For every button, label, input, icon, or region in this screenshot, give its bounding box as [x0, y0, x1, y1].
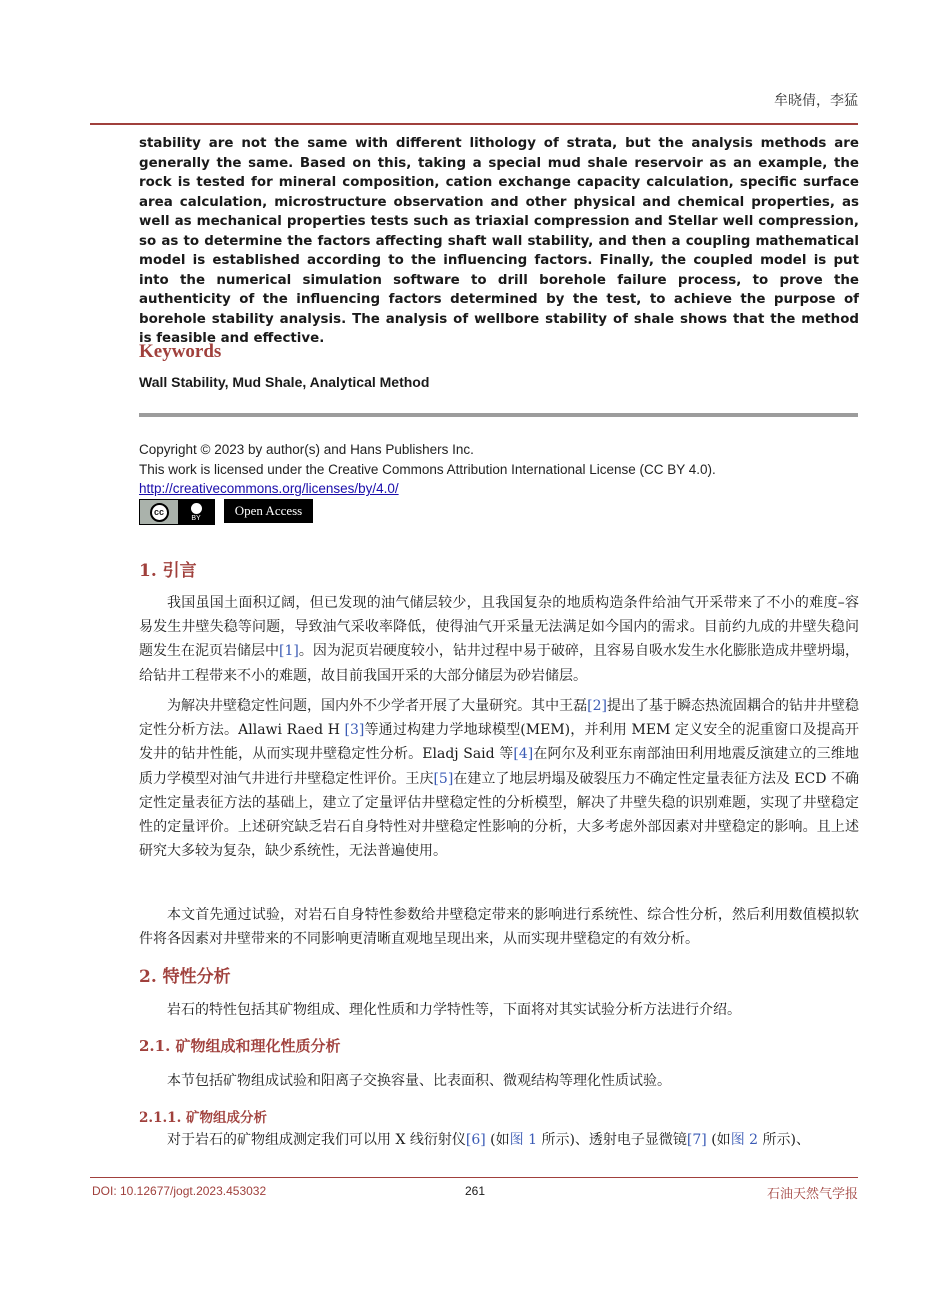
header-authors: 牟晓倩，李猛 — [774, 93, 858, 109]
keywords-heading: Keywords — [139, 341, 222, 362]
header-divider — [90, 123, 858, 125]
section-2-1-heading: 2.1. 矿物组成和理化性质分析 — [139, 1037, 341, 1055]
text-run: (如 — [706, 1132, 731, 1148]
text-run: 所示)、 — [758, 1132, 810, 1148]
keywords-divider — [139, 413, 858, 417]
section-2-1-1-paragraph — [139, 1128, 859, 1152]
citation-link[interactable]: [1] — [279, 643, 299, 660]
citation-link[interactable]: [2] — [587, 698, 607, 714]
citation-link[interactable]: [3] — [344, 722, 365, 739]
text-run: 为解决井壁稳定性问题，国内外不少学者开展了大量研究。其中王磊 — [167, 698, 588, 714]
figure-link[interactable]: 图 1 — [509, 1132, 537, 1148]
section-2-1-paragraph: 本节包括矿物组成试验和阳离子交换容量、比表面积、微观结构等理化性质试验。 — [167, 1073, 671, 1089]
citation-link[interactable]: [4] — [513, 746, 534, 763]
section-1-paragraph-2 — [139, 694, 859, 863]
keywords-text: Wall Stability, Mud Shale, Analytical Method — [139, 374, 430, 390]
text-run: (如 — [485, 1132, 510, 1148]
citation-link[interactable]: [6] — [465, 1132, 486, 1148]
cc-circle-icon: cc — [150, 503, 169, 522]
text-run: 所示)、透射电子显微镜 — [537, 1132, 687, 1148]
footer-doi: DOI: 10.12677/jogt.2023.453032 — [92, 1184, 267, 1198]
license-link[interactable]: http://creativecommons.org/licenses/by/4.0/ — [139, 481, 399, 496]
license-line: This work is licensed under the Creative Commons Attribution International License (CC BY 4.0). — [139, 461, 716, 477]
section-2-heading: 2. 特性分析 — [139, 967, 231, 987]
by-label: BY — [191, 514, 201, 522]
footer-divider — [90, 1177, 858, 1178]
section-2-paragraph-1: 岩石的特性包括其矿物组成、理化性质和力学特性等，下面将对其实试验分析方法进行介绍。 — [167, 1002, 741, 1018]
text-run: 在阿尔及利亚东南部油田利用地震反演建立的三维地质力学模型对油气井进行井壁稳定性评价。王庆 — [139, 746, 859, 787]
cc-by-badge[interactable] — [139, 499, 215, 525]
text-run: 等通过构建力学地球模型(MEM)，并利用 MEM 定义安全的泥重窗口及提高开发井的钻井性能，从而实现井壁稳定性分析。Eladj Said 等 — [139, 722, 859, 763]
section-1-heading: 1. 引言 — [139, 561, 197, 581]
section-2-1-1-heading: 2.1.1. 矿物组成分析 — [139, 1110, 267, 1126]
abstract-text: stability are not the same with different lithology of strata, but the analysis methods are generally the same. Based on this, taking a special mud shale reservoir as an example, the rock is tested for mineral composition, cation exchange capacity calculation, specific surface area calculation, microstructure observation and other physical and chemical properties, as well as mechanical properties tests such as triaxial compression and Stellar well compression, so as to determine the factors affecting shaft wall stability, and then a coupling mathematical model is established according to the influencing factors. Finally, the coupled model is put into the numerical simulation software to drill borehole failure process, to prove the authenticity of the influencing factors determined by the test, to achieve the purpose of borehole stability analysis. The analysis of wellbore stability of shale shows that the method is feasible and effective. — [139, 136, 859, 346]
license-block — [139, 440, 716, 499]
cc-icon — [140, 500, 178, 524]
section-1-paragraph-3: 本文首先通过试验，对岩石自身特性参数给井壁稳定带来的影响进行系统性、综合性分析，然后利用数值模拟软件将各因素对井壁带来的不同影响更清晰直观地呈现出来，从而实现井壁稳定的有效分析。 — [139, 907, 859, 948]
copyright-line: Copyright © 2023 by author(s) and Hans Publishers Inc. — [139, 442, 474, 457]
text-run: 提出了基于瞬态热流固耦合的钻井井壁稳定性分析方法。Allawi Raed H — [139, 698, 860, 739]
figure-link[interactable]: 图 2 — [730, 1132, 759, 1148]
by-icon — [178, 500, 214, 524]
text-run: 在建立了地层坍塌及破裂压力不确定性定量表征方法及 ECD 不确定性定量表征方法的基础上，建立了定量评估井壁稳定性的分析模型，解决了井壁失稳的识别难题，实现了井壁稳定性的定量评价。上述研究缺乏岩石自身特性对井壁稳定性影响的分析，大多考虑外部因素对井壁稳定的影响。且上述研究大多较为复杂，缺少系统性，无法普遍使用。 — [139, 770, 859, 860]
section-1-paragraph-1 — [139, 591, 859, 688]
citation-link[interactable]: [7] — [686, 1132, 707, 1148]
journal-name: 石油天然气学报 — [766, 1187, 858, 1202]
open-access-badge[interactable]: Open Access — [224, 499, 313, 523]
person-icon — [191, 503, 202, 514]
text-run: 。因为泥页岩硬度较小，钻井过程中易于破碎，且容易自吸水发生水化膨胀造成井壁坍塌，给钻井工程带来不小的难题，故目前我国开采的大部分储层为砂岩储层。 — [139, 643, 859, 684]
text-run: 我国虽国土面积辽阔，但已发现的油气储层较少，且我国复杂的地质构造条件给油气开采带来了不小的难度–容易发生井壁失稳等问题，导致油气采收率降低，使得油气开采量无法满足如今国内的需求。目前约九成的井壁失稳问题发生在泥页岩储层中 — [139, 595, 859, 660]
citation-link[interactable]: [5] — [433, 770, 454, 787]
page-number: 261 — [464, 1184, 486, 1198]
text-run: 对于岩石的矿物组成测定我们可以用 X 线衍射仪 — [167, 1132, 466, 1148]
